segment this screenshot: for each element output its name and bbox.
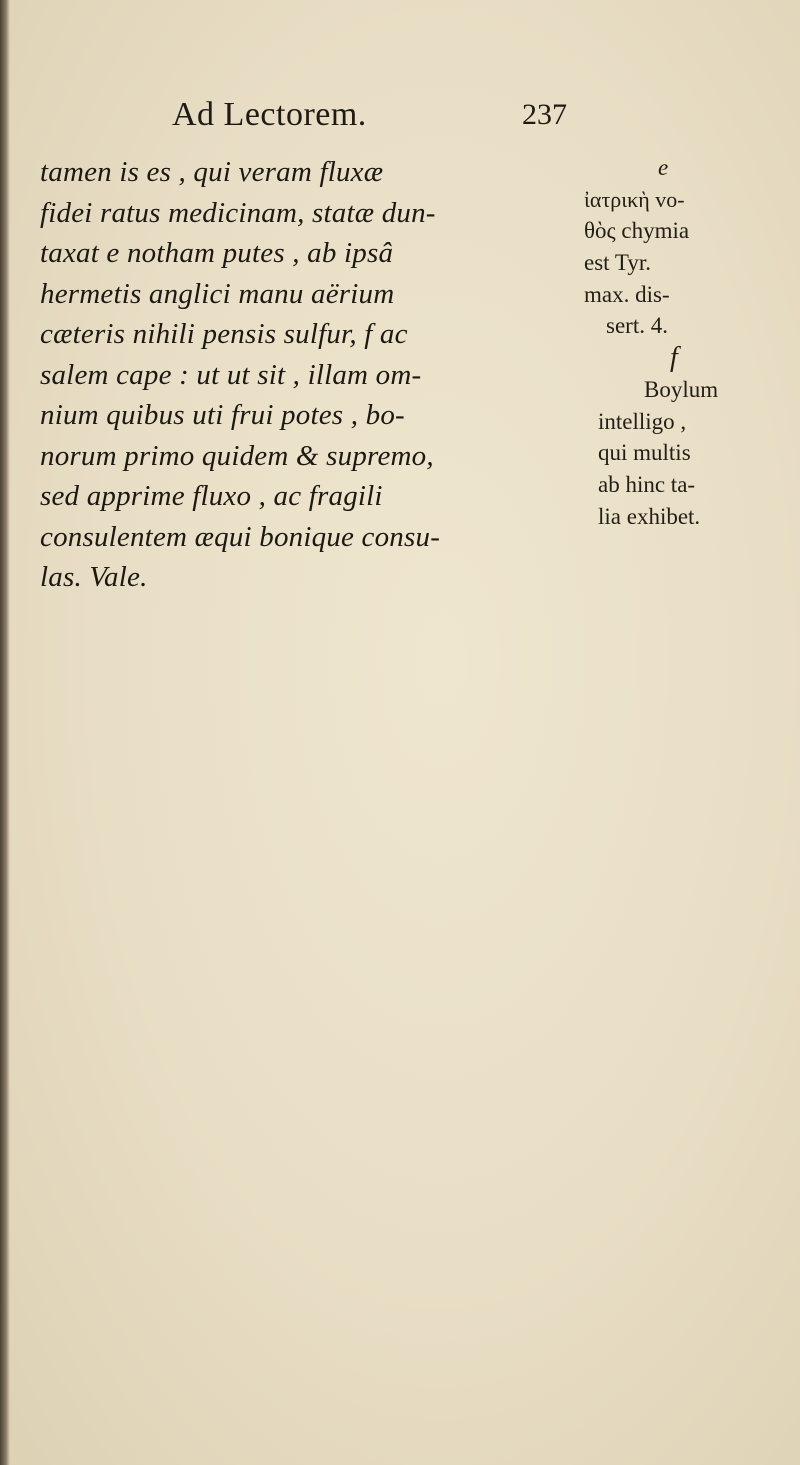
marginal-notes bbox=[584, 152, 784, 532]
margin-line: Boylum bbox=[644, 376, 719, 402]
margin-line: max. dis- bbox=[584, 281, 670, 307]
text-line: cæteris nihili pensis sulfur, f ac bbox=[40, 318, 408, 350]
show-through-text bbox=[60, 640, 760, 1440]
header-title: Ad Lectorem. bbox=[172, 96, 367, 133]
running-header bbox=[0, 96, 800, 146]
margin-line: lia exhibet. bbox=[598, 503, 701, 529]
margin-line: sert. 4. bbox=[606, 313, 668, 339]
text-line: tamen is es , qui veram fluxæ bbox=[40, 156, 384, 188]
text-line: hermetis anglici manu aërium bbox=[40, 277, 395, 310]
text-line: las. Vale. bbox=[40, 561, 148, 593]
text-line: norum primo quidem & supremo, bbox=[40, 439, 434, 472]
page-number: 237 bbox=[522, 98, 567, 131]
text-line: sed apprime fluxo , ac fragili bbox=[40, 480, 383, 512]
margin-line: intelligo , bbox=[598, 408, 687, 434]
text-line: fidei ratus medicinam, statæ dun- bbox=[40, 196, 436, 229]
text-line: consulentem æqui bonique consu- bbox=[40, 520, 441, 553]
margin-line: θὸς chymia bbox=[584, 218, 690, 244]
text-line: taxat e notham putes , ab ipsâ bbox=[40, 237, 394, 269]
show-through-mark bbox=[60, 730, 129, 857]
margin-line: est Tyr. bbox=[584, 250, 651, 276]
margin-line: ab hinc ta- bbox=[598, 471, 696, 497]
margin-line: ἰατρικὴ vo- bbox=[584, 186, 685, 212]
margin-line: qui multis bbox=[598, 440, 691, 466]
text-line: salem cape : ut ut sit , illam om- bbox=[40, 358, 422, 391]
binding-edge bbox=[0, 0, 10, 1465]
margin-line: f bbox=[670, 342, 678, 374]
text-line: nium quibus uti frui potes , bo- bbox=[40, 399, 405, 431]
main-text-block bbox=[40, 152, 600, 598]
margin-line: e bbox=[658, 155, 669, 180]
